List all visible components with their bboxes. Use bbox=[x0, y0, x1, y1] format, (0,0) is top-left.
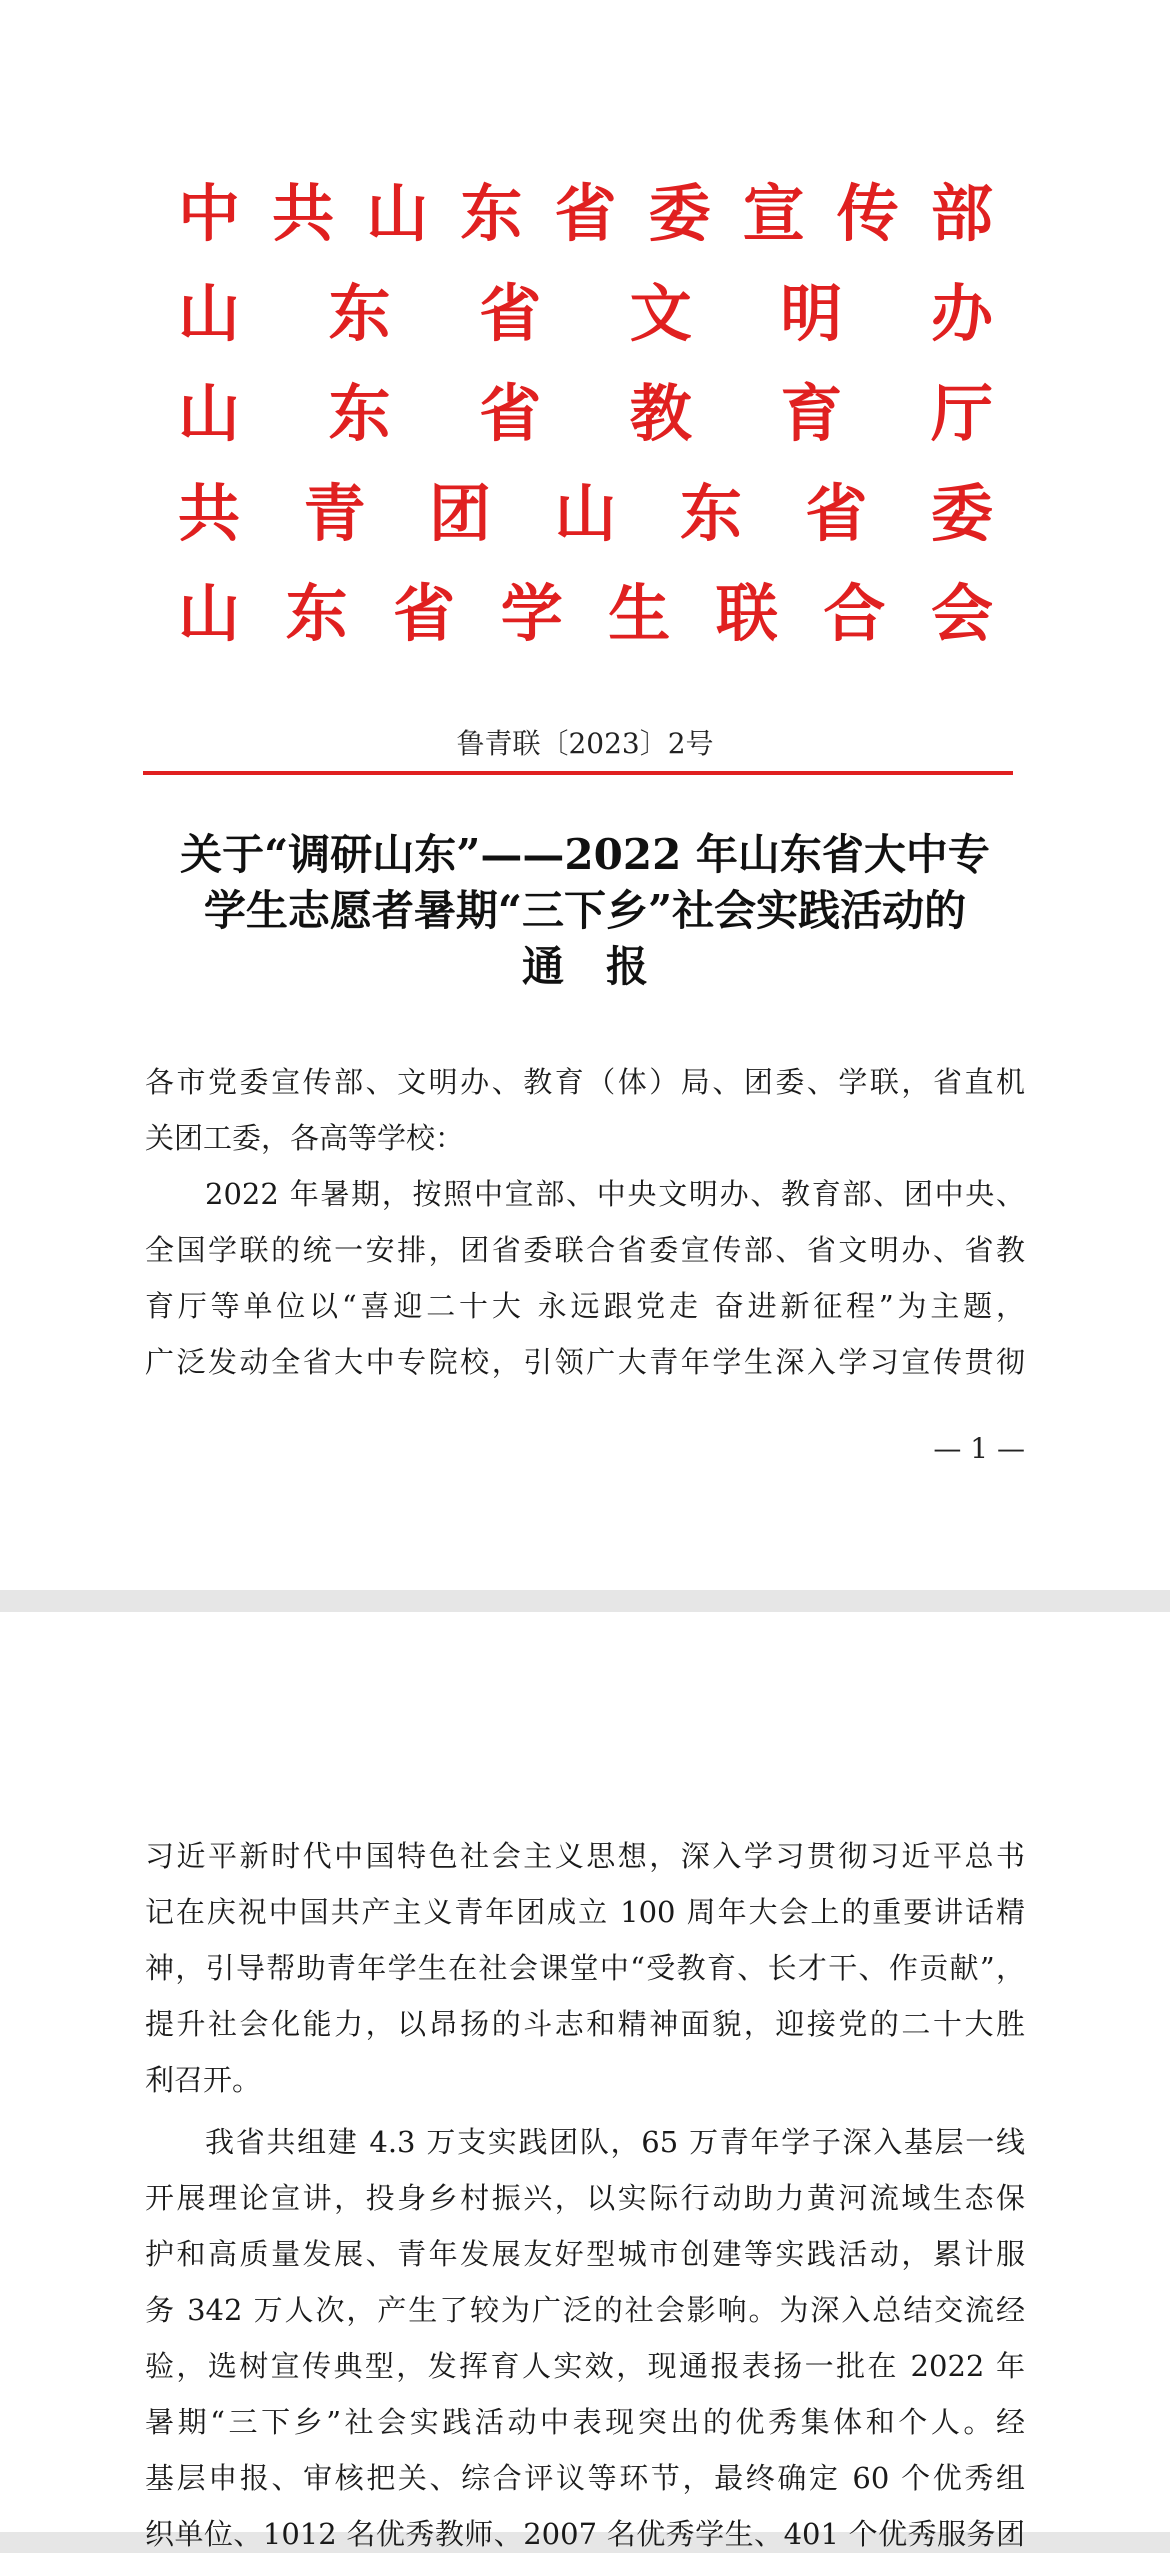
issuer-char: 中 bbox=[178, 177, 241, 250]
issuer-char: 明 bbox=[780, 277, 843, 350]
issuer-char: 省 bbox=[554, 177, 617, 250]
issuer-line-2 bbox=[178, 277, 993, 350]
issuer-char: 省 bbox=[805, 477, 868, 550]
issuer-char: 山 bbox=[366, 177, 429, 250]
issuer-char: 委 bbox=[648, 177, 711, 250]
issuer-char: 文 bbox=[629, 277, 692, 350]
body-line: 育厅等单位以“喜迎二十大 永远跟党走 奋进新征程”为主题， bbox=[145, 1289, 1025, 1323]
body-line: 记在庆祝中国共产主义青年团成立 100 周年大会上的重要讲话精 bbox=[145, 1895, 1025, 1929]
body-line: 护和高质量发展、青年发展友好型城市创建等实践活动，累计服 bbox=[145, 2237, 1025, 2271]
issuer-char: 共 bbox=[178, 477, 241, 550]
issuer-char: 省 bbox=[393, 577, 456, 650]
issuer-line-4 bbox=[178, 477, 993, 550]
issuer-line-3 bbox=[178, 377, 993, 450]
title-line-2: 学生志愿者暑期“三下乡”社会实践活动的 bbox=[203, 886, 967, 935]
issuer-char: 青 bbox=[303, 477, 366, 550]
issuer-line-5 bbox=[178, 577, 993, 650]
issuer-char: 会 bbox=[930, 577, 993, 650]
issuer-char: 部 bbox=[930, 177, 993, 250]
body-line: 暑期“三下乡”社会实践活动中表现突出的优秀集体和个人。经 bbox=[145, 2405, 1025, 2439]
body-line: 我省共组建 4.3 万支实践团队，65 万青年学子深入基层一线 bbox=[205, 2125, 1025, 2159]
body-line: 习近平新时代中国特色社会主义思想，深入学习贯彻习近平总书 bbox=[145, 1839, 1025, 1873]
body-line: 关团工委，各高等学校： bbox=[145, 1121, 465, 1155]
issuer-line-1 bbox=[178, 177, 993, 250]
body-line: 各市党委宣传部、文明办、教育（体）局、团委、学联，省直机 bbox=[145, 1065, 1025, 1099]
body-line: 广泛发动全省大中专院校，引领广大青年学生深入学习宣传贯彻 bbox=[145, 1345, 1025, 1379]
issuer-char: 联 bbox=[715, 577, 778, 650]
issuer-char: 东 bbox=[679, 477, 742, 550]
body-line: 神，引导帮助青年学生在社会课堂中“受教育、长才干、作贡献”， bbox=[145, 1951, 1025, 1985]
body-line: 验，选树宣传典型，发挥育人实效，现通报表扬一批在 2022 年 bbox=[145, 2349, 1025, 2383]
issuer-char: 厅 bbox=[930, 377, 993, 450]
issuer-char: 宣 bbox=[742, 177, 805, 250]
body-line: 全国学联的统一安排，团省委联合省委宣传部、省文明办、省教 bbox=[145, 1233, 1025, 1267]
body-line: 务 342 万人次，产生了较为广泛的社会影响。为深入总结交流经 bbox=[145, 2293, 1025, 2327]
issuer-char: 学 bbox=[500, 577, 563, 650]
issuer-char: 山 bbox=[178, 577, 241, 650]
body-line: 提升社会化能力，以昂扬的斗志和精神面貌，迎接党的二十大胜 bbox=[145, 2007, 1025, 2041]
document-page-2 bbox=[0, 1612, 1170, 2551]
issuer-char: 教 bbox=[629, 377, 692, 450]
issuer-char: 山 bbox=[554, 477, 617, 550]
body-line: 2022 年暑期，按照中宣部、中央文明办、教育部、团中央、 bbox=[205, 1177, 1025, 1211]
issuer-char: 育 bbox=[780, 377, 843, 450]
page-number: — 1 — bbox=[933, 1432, 1025, 1465]
issuer-char: 委 bbox=[930, 477, 993, 550]
issuer-char: 省 bbox=[479, 377, 542, 450]
issuer-char: 东 bbox=[328, 377, 391, 450]
issuer-char: 东 bbox=[328, 277, 391, 350]
body-line: 利召开。 bbox=[145, 2063, 262, 2097]
title-line-3: 通 报 bbox=[521, 942, 648, 991]
issuer-char: 东 bbox=[285, 577, 348, 650]
issuer-char: 团 bbox=[428, 477, 491, 550]
document-number: 鲁青联〔2023〕2号 bbox=[456, 727, 714, 760]
issuer-char: 东 bbox=[460, 177, 523, 250]
red-divider-line bbox=[143, 771, 1013, 775]
title-line-1: 关于“调研山东”——2022 年山东省大中专 bbox=[180, 830, 990, 879]
issuer-char: 传 bbox=[836, 177, 899, 250]
issuer-char: 省 bbox=[479, 277, 542, 350]
body-line: 织单位、1012 名优秀教师、2007 名优秀学生、401 个优秀服务团 bbox=[145, 2517, 1025, 2551]
issuer-char: 合 bbox=[823, 577, 886, 650]
issuer-char: 办 bbox=[930, 277, 993, 350]
issuer-char: 共 bbox=[272, 177, 335, 250]
issuer-char: 山 bbox=[178, 277, 241, 350]
issuer-char: 山 bbox=[178, 377, 241, 450]
body-line: 基层申报、审核把关、综合评议等环节，最终确定 60 个优秀组 bbox=[145, 2461, 1025, 2495]
body-line: 开展理论宣讲，投身乡村振兴，以实际行动助力黄河流域生态保 bbox=[145, 2181, 1025, 2215]
issuer-char: 生 bbox=[608, 577, 671, 650]
